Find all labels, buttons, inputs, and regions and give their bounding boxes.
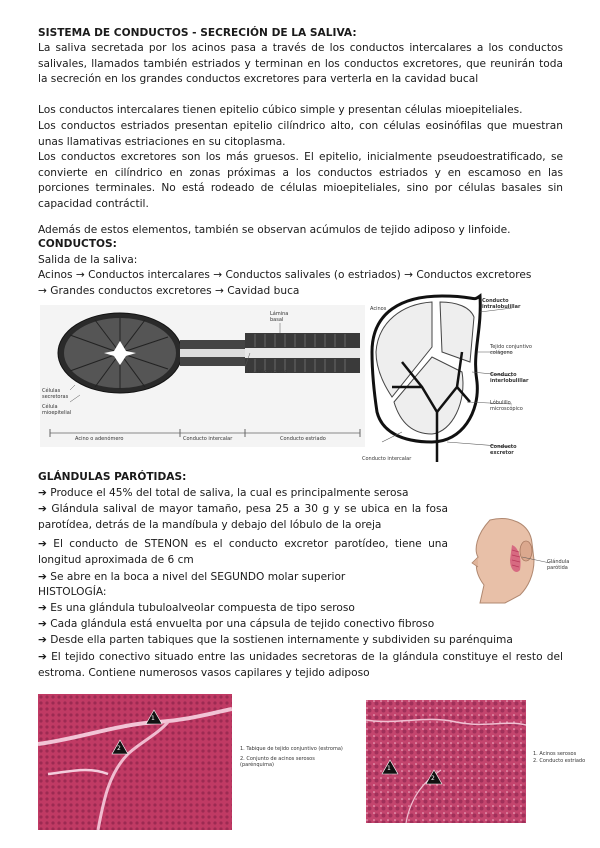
micro2-legend-2: 2. Conducto estriado: [533, 758, 586, 764]
micro1-legend-2: 2. Conjunto de acinos serosos (parénquima): [240, 756, 315, 768]
label-tejido-conjuntivo: Tejido conjuntivo colágeno: [490, 344, 532, 356]
marker-2-1: 1: [387, 765, 391, 772]
histo-bullet-2: ➔ Cada glándula está envuelta por una cápsula de tejido conectivo fibroso: [38, 618, 435, 630]
label-conducto-excretor: Conducto excretor: [490, 444, 517, 456]
micrograph-1: [38, 694, 232, 830]
paragraph-intercalares: Los conductos intercalares tienen epitelio cúbico simple y presentan células mioepiteliales.: [38, 104, 523, 116]
paragraph-adiposo: Además de estos elementos, también se observan acúmulos de tejido adiposo y linfoide.: [38, 224, 511, 236]
section-title: SISTEMA DE CONDUCTOS - SECRECIÓN DE LA SALIVA:: [38, 27, 357, 39]
route-line-2: → Grandes conductos excretores → Cavidad buca: [38, 285, 300, 297]
micro1-legend-1: 1. Tabique de tejido conjuntivo (estroma): [240, 746, 343, 752]
histologia-title: HISTOLOGÍA:: [38, 586, 107, 598]
paragraph-excretores: Los conductos excretores son los más gruesos. El epitelio, inicialmente pseudoestratificado, se convierte en cilíndrico en zonas próximas a los conductos estriados y en escamoso en las porciones terminales. No está rodeado de células mioepiteliales, sino por células basales sin capacidad contráctil.: [38, 151, 563, 210]
label-interlobulillar: Conducto interlobulillar: [490, 372, 529, 384]
micrograph-1-svg: [38, 694, 232, 830]
label-acino: Acino o adenómero: [75, 436, 124, 442]
label-lobulillo: Lóbulillo microscópico: [490, 400, 523, 412]
micrograph-2: [366, 700, 526, 823]
label-glandula-parotida: Glándula parótida: [547, 559, 570, 571]
label-lamina-basal: Lámina basal: [270, 311, 289, 323]
label-intralobulillar: Conducto intralobulillar: [482, 298, 521, 310]
duct-diagram-svg: [40, 305, 365, 447]
paragraph-estriados: Los conductos estriados presentan epitelio cilíndrico alto, con células eosinófilas que muestran unas llamativas estriaciones en su citoplasma.: [38, 120, 563, 148]
label-acinos: Acinos: [370, 306, 387, 312]
parotidas-title: GLÁNDULAS PARÓTIDAS:: [38, 471, 187, 483]
label-conducto-intercalar: Conducto intercalar: [362, 456, 412, 462]
paragraph-saliva: La saliva secretada por los acinos pasa a través de los conductos intercalares a los conductos salivales, llamados también estriados y terminan en los conductos excretores, que reunirán toda la secreción en los grandes conductos excretores para verterla en la cavidad bucal: [38, 42, 563, 85]
label-celula-mioepitelial: Célula mioepitelial: [42, 404, 72, 416]
bullet-stenon: ➔ El conducto de STENON es el conducto excretor parotídeo, tiene una longitud aproximada de 6 cm: [38, 538, 448, 566]
marker-2: 2: [117, 745, 121, 752]
route-line-1: Acinos → Conductos intercalares → Conductos salivales (o estriados) → Conductos excretores: [38, 269, 532, 281]
histo-bullet-1: ➔ Es una glándula tubuloalveolar compuesta de tipo seroso: [38, 602, 355, 614]
label-celulas-secretoras: Células secretoras: [42, 388, 69, 400]
salida-label: Salida de la saliva:: [38, 254, 138, 266]
lobule-diagram: [362, 292, 562, 466]
bullet-molar: ➔ Se abre en la boca a nivel del SEGUNDO molar superior: [38, 571, 346, 583]
face-illustration: [470, 515, 570, 605]
micro2-legend-1: 1. Acinos serosos: [533, 751, 577, 757]
marker-1: 1: [151, 715, 155, 722]
histo-bullet-4: ➔ El tejido conectivo situado entre las unidades secretoras de la glándula constituye el resto del estroma. Contiene numerosos vasos capilares y tejido adiposo: [38, 651, 563, 679]
label-estriado: Conducto estriado: [280, 436, 326, 442]
conductos-title: CONDUCTOS:: [38, 238, 117, 250]
bullet-saliva: ➔ Produce el 45% del total de saliva, la cual es principalmente serosa: [38, 487, 409, 499]
duct-diagram: [40, 305, 365, 447]
histo-bullet-3: ➔ Desde ella parten tabiques que la sostienen internamente y subdividen su parénquima: [38, 634, 513, 646]
micrograph-2-svg: [366, 700, 526, 823]
marker-2-2: 2: [431, 775, 435, 782]
label-intercalar: Conducto intercalar: [183, 436, 233, 442]
bullet-tamano: ➔ Glándula salival de mayor tamaño, pesa 25 a 30 g y se ubica en la fosa parotídea, detrás de la mandíbula y debajo del lóbulo de la oreja: [38, 503, 448, 531]
label-luz-conducto: Luz del conducto: [245, 369, 288, 375]
